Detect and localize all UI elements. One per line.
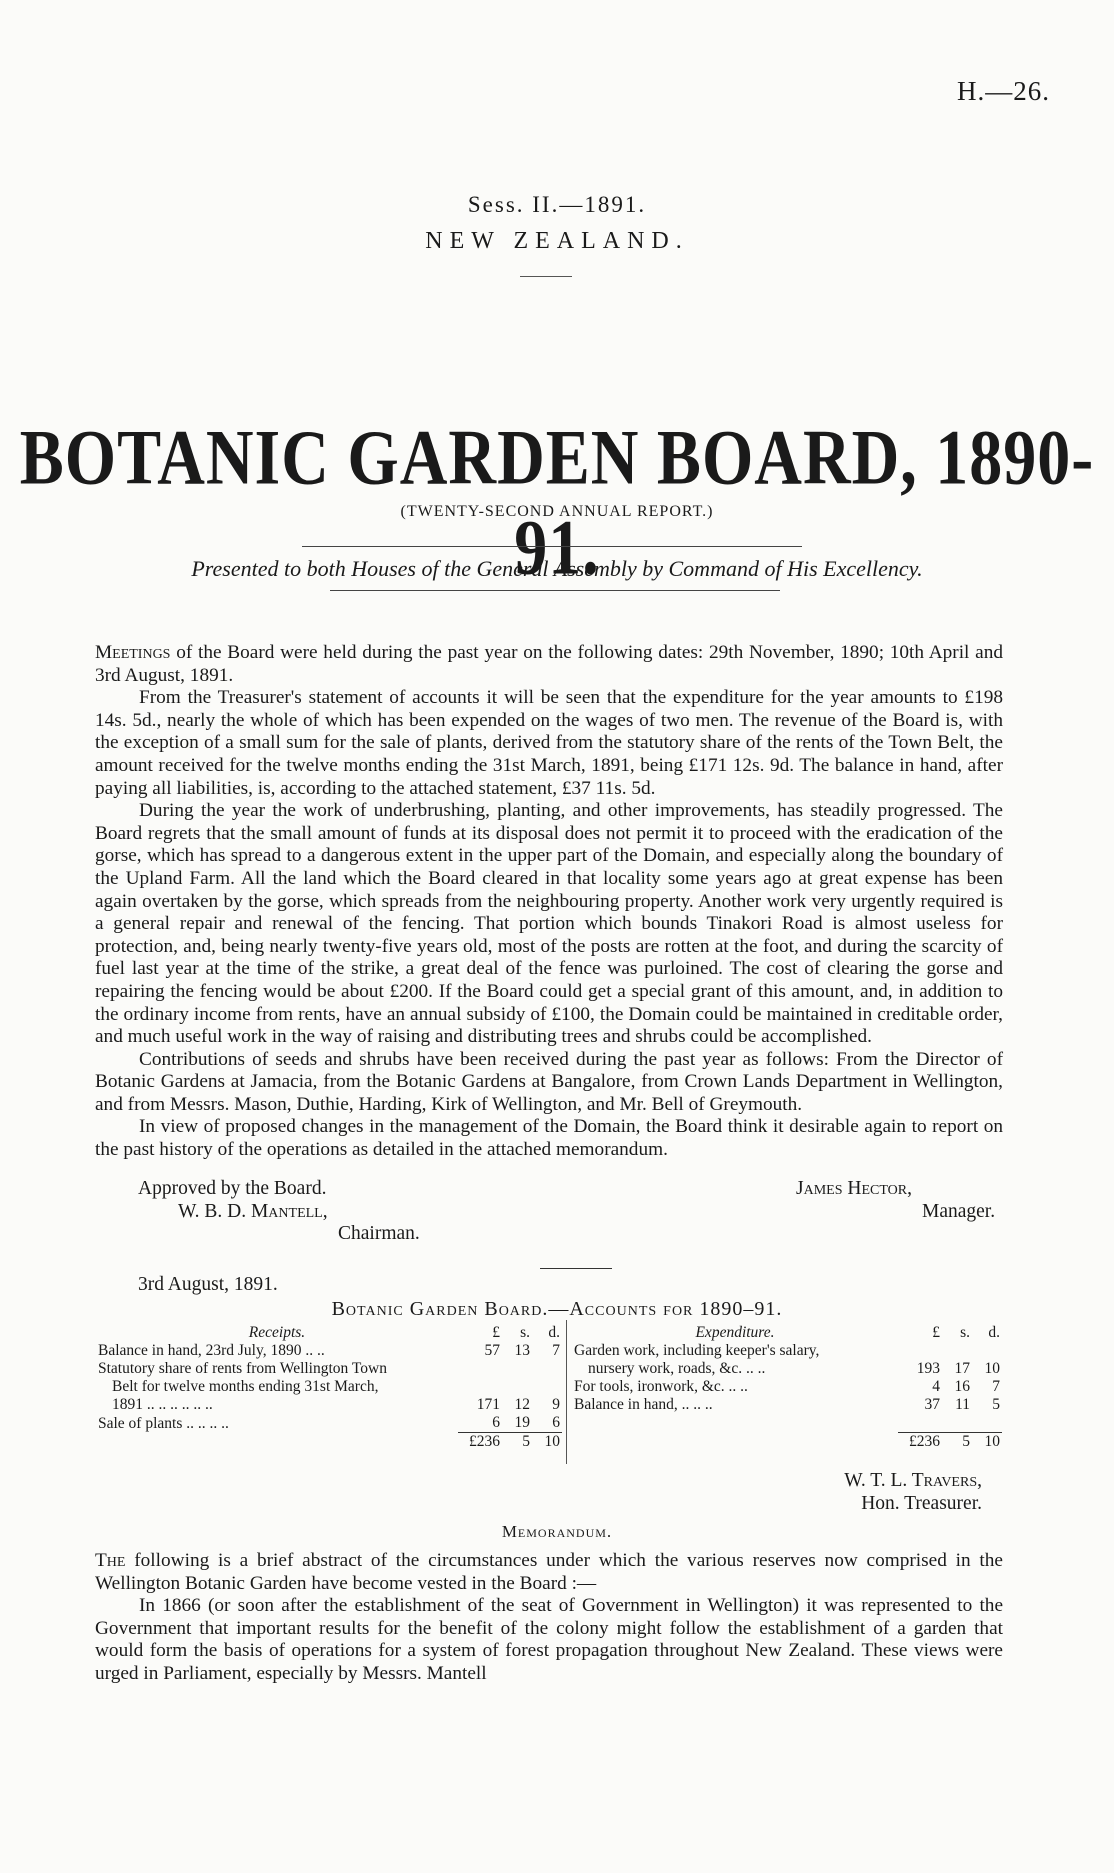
row-label: Sale of plants .. .. .. .. xyxy=(98,1414,229,1432)
memorandum-body xyxy=(95,1550,1003,1686)
paragraph: From the Treasurer's statement of accounts it will be seen that the expenditure for the year amounts to £198 14s. 5d., nearly the whole of which has been expended on the wages of two men. The revenue of the Board is, with the exception of a small sum for the sale of plants, derived from the statutory share of the rents of the Town Belt, the amount received for the twelve months ending the 31st March, 1891, being £171 12s. 9d. The balance in hand, after paying all liabilities, is, according to the attached statement, £37 11s. 5d. xyxy=(95,687,1003,799)
col-pence: d. xyxy=(988,1324,1000,1341)
lead-word: The xyxy=(95,1550,126,1571)
table-header-row xyxy=(572,1324,1002,1342)
table-row xyxy=(572,1378,1002,1396)
row-pence: 6 xyxy=(552,1414,560,1431)
expenditure-table xyxy=(572,1324,1002,1451)
page-number: H.—26. xyxy=(957,76,1050,106)
row-pounds: 4 xyxy=(932,1378,940,1395)
approval-block xyxy=(138,1178,420,1246)
receipts-table xyxy=(96,1324,562,1451)
paragraph: In view of proposed changes in the management of the Domain, the Board think it desirable again to report on the past history of the operations as detailed in the attached memorandum. xyxy=(95,1116,1003,1161)
divider xyxy=(540,1268,612,1269)
divider xyxy=(520,276,572,277)
row-shillings: 12 xyxy=(514,1396,530,1413)
table-row xyxy=(96,1414,562,1433)
row-pence: 10 xyxy=(984,1360,1000,1377)
manager-name: James Hector, xyxy=(796,1178,912,1199)
treasurer-name: W. T. L. Travers, xyxy=(844,1470,982,1491)
row-label: 1891 .. .. .. .. .. .. xyxy=(112,1396,213,1413)
row-pounds: 57 xyxy=(484,1342,500,1359)
total-row xyxy=(96,1433,562,1452)
row-label: Belt for twelve months ending 31st March, xyxy=(112,1378,379,1395)
paragraph-text: following is a brief abstract of the circumstances under which the various reserves now comprised in the Wellington Botanic Garden have become vested in the Board :— xyxy=(95,1550,1003,1594)
paragraph xyxy=(95,1550,1003,1595)
table-row xyxy=(96,1342,562,1360)
document-title: BOTANIC GARDEN BOARD, 1890-91. xyxy=(19,415,1095,591)
total-shillings: 5 xyxy=(502,1433,532,1452)
row-label: Statutory share of rents from Wellington Town xyxy=(98,1360,387,1377)
col-pence: d. xyxy=(548,1324,560,1341)
presented-line: Presented to both Houses of the General Assembly by Command of His Excellency. xyxy=(191,556,923,581)
row-label: Balance in hand, .. .. .. xyxy=(574,1396,713,1413)
total-pounds: £236 xyxy=(898,1432,942,1451)
table-header-row xyxy=(96,1324,562,1342)
row-shillings: 11 xyxy=(955,1396,970,1413)
receipts-header: Receipts. xyxy=(248,1324,306,1341)
row-label: nursery work, roads, &c. .. .. xyxy=(588,1360,766,1377)
memorandum-heading: Memorandum. xyxy=(501,1522,613,1541)
paragraph: During the year the work of underbrushing, planting, and other improvements, has steadily progressed. The Board regrets that the small amount of funds at its disposal does not permit it to proceed with the eradication of the gorse, which has spread to a dangerous extent in the upper part of the Domain, and especially along the boundary of the Upland Farm. All the land which the Board cleared in that locality some years ago at great expense has been again overtaken by the gorse, which spreads from the neighbouring property. Another work very urgently required is a general repair and renewal of the fencing. That portion which bounds Tinakori Road is almost useless for protection, and, being nearly twenty-five years old, most of the posts are rotten at the foot, and during the scarcity of fuel last year at the time of the strike, a great deal of the fence was purloined. The cost of clearing the gorse and repairing the fencing would be about £200. If the Board could get a special grant of this amount, and, in addition to the ordinary income from rents, have an annual subsidy of £100, the Domain could be maintained in creditable order, and much useful work in the way of raising and distributing trees and shrubs could be accomplished. xyxy=(95,800,1003,1048)
paragraph: In 1866 (or soon after the establishment of the seat of Government in Wellington) it was represented to the Government that important results for the benefit of the colony might follow the establishment of a garden that would form the basis of operations for a system of forest propagation throughout New Zealand. These views were urged in Parliament, especially by Messrs. Mantell xyxy=(95,1595,1003,1684)
divider xyxy=(302,546,802,547)
paragraph-text: of the Board were held during the past year on the following dates: 29th November, 1890; 10th April and 3rd August, 1891. xyxy=(95,642,1003,686)
column-divider xyxy=(566,1320,567,1464)
expenditure-header: Expenditure. xyxy=(695,1324,775,1341)
paragraph xyxy=(95,642,1003,687)
table-row xyxy=(572,1342,1002,1360)
chairman-title: Chairman. xyxy=(338,1223,420,1245)
row-shillings: 19 xyxy=(514,1414,530,1431)
total-pounds: £236 xyxy=(458,1433,502,1452)
table-row xyxy=(96,1396,562,1414)
row-shillings: 16 xyxy=(954,1378,970,1395)
table-row xyxy=(572,1360,1002,1378)
row-pence: 5 xyxy=(992,1396,1000,1413)
country-line: NEW ZEALAND. xyxy=(425,228,689,254)
approved-line: Approved by the Board. xyxy=(138,1178,327,1199)
col-pounds: £ xyxy=(492,1324,500,1341)
row-shillings: 17 xyxy=(954,1360,970,1377)
report-body xyxy=(95,642,1003,1162)
row-pence: 7 xyxy=(552,1342,560,1359)
divider xyxy=(330,590,780,591)
total-pence: 10 xyxy=(972,1432,1002,1451)
total-shillings: 5 xyxy=(942,1432,972,1451)
row-pounds: 171 xyxy=(476,1396,500,1413)
col-shillings: s. xyxy=(960,1324,970,1341)
accounts-heading: Botanic Garden Board.—Accounts for 1890–91. xyxy=(331,1298,783,1320)
row-pounds: 6 xyxy=(492,1414,500,1431)
chairman-name: W. B. D. Mantell, xyxy=(178,1200,328,1222)
row-shillings: 13 xyxy=(514,1342,530,1359)
report-date: 3rd August, 1891. xyxy=(138,1274,278,1295)
row-label: Garden work, including keeper's salary, xyxy=(574,1342,820,1359)
row-label: Balance in hand, 23rd July, 1890 .. .. xyxy=(98,1342,325,1359)
manager-block xyxy=(796,1178,995,1223)
col-pounds: £ xyxy=(932,1324,940,1341)
row-pence: 7 xyxy=(992,1378,1000,1395)
total-row xyxy=(572,1432,1002,1451)
table-row xyxy=(96,1360,562,1378)
table-row xyxy=(96,1378,562,1396)
treasurer-title: Hon. Treasurer. xyxy=(861,1492,982,1514)
document-subtitle: (TWENTY-SECOND ANNUAL REPORT.) xyxy=(400,503,714,520)
col-shillings: s. xyxy=(520,1324,530,1341)
lead-word: Meetings xyxy=(95,642,171,663)
total-pence: 10 xyxy=(532,1433,562,1452)
row-label: For tools, ironwork, &c. .. .. xyxy=(574,1378,748,1395)
session-line: Sess. II.—1891. xyxy=(467,192,647,217)
table-row xyxy=(572,1396,1002,1414)
row-pounds: 37 xyxy=(924,1396,940,1413)
treasurer-block xyxy=(712,1470,982,1515)
row-pounds: 193 xyxy=(916,1360,940,1377)
manager-title: Manager. xyxy=(922,1200,996,1222)
row-pence: 9 xyxy=(552,1396,560,1413)
paragraph: Contributions of seeds and shrubs have been received during the past year as follows: From the Director of Botanic Gardens at Jamacia, from the Botanic Gardens at Bangalore, from Crown Lands Department in Wellington, and from Messrs. Mason, Duthie, Harding, Kirk of Wellington, and Mr. Bell of Greymouth. xyxy=(95,1048,1003,1115)
